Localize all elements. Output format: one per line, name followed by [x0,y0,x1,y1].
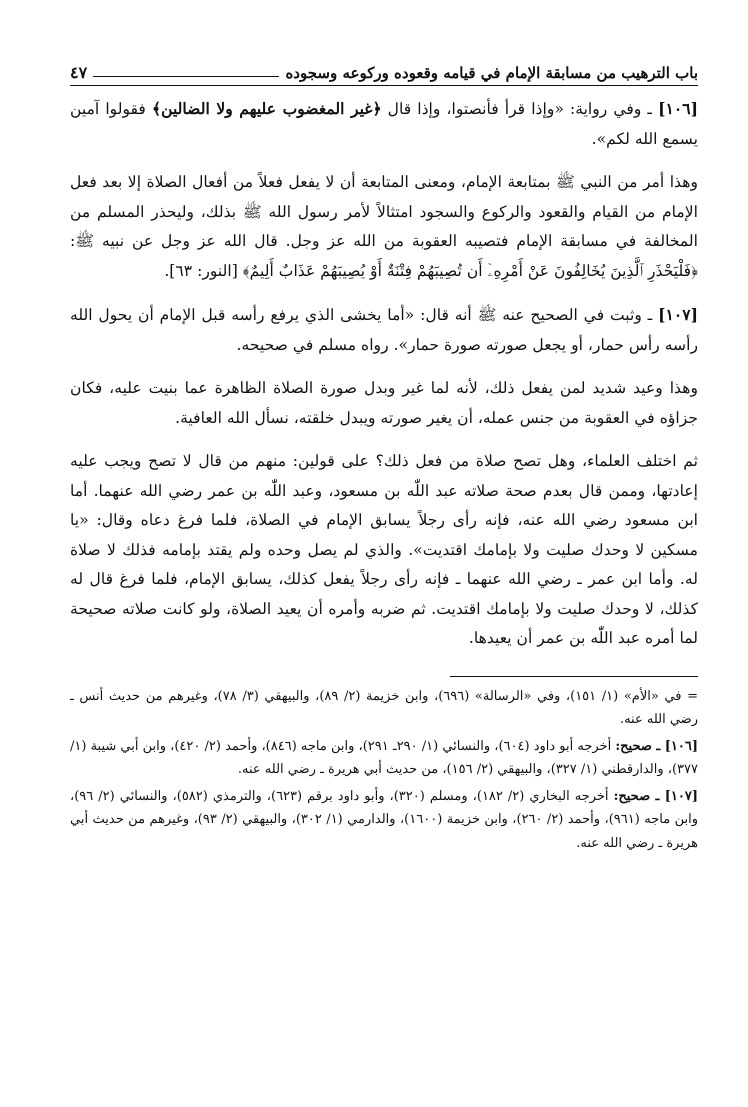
header-rule [93,76,279,77]
running-header [70,56,698,82]
spacer [70,154,698,168]
hadith-number: [١٠٦] [658,99,698,118]
page-number: ٤٧ [70,63,88,82]
hadith-text: ـ وثبت في الصحيح عنه ﷺ أنه قال: «أما يخشى الذي يرفع رأسه قبل الإمام أن يحول الله رأسه رأس حمار، أو يجعل صورته صورة حمار». رواه مسلم في صحيحه. [70,306,698,354]
commentary-paragraph-2: وهذا وعيد شديد لمن يفعل ذلك، لأنه لما غير وبدل صورة الصلاة الظاهرة عما بنيت عليه، فكان جزاؤه في العقوبة من جنس عمله، أن يغير صورته ويبدل خلقته، نسأل الله العافية. [70,379,698,427]
commentary-paragraph-1: وهذا أمر من النبي ﷺ بمتابعة الإمام، ومعنى المتابعة أن لا يفعل فعلاً من أفعال الصلاة إلا بعد فعل الإمام من القيام والقعود والركوع والسجود امتثالاً لأمر رسول الله ﷺ بذلك، وليحذر المسلم من المخالفة في مسابقة الإمام فتصيبه العقوبة من الله عز وجل. قال الله عز وجل عن نبيه ﷺ: ﴿فَلْيَحْذَرِ ٱلَّذِينَ يُخَالِفُونَ عَنْ أَمْرِهِۦٓ أَن تُصِيبَهُمْ فِتْنَةٌ أَوْ يُصِيبَهُمْ عَذَابٌ أَلِيمٌ﴾ [النور: ٦٣]. [70,173,698,280]
header-title: باب الترهيب من مسابقة الإمام في قيامه وقعوده وركوعه وسجوده [285,64,698,82]
book-page [70,56,698,858]
footnote-text: أخرجه أبو داود (٦٠٤)، والنسائي (١/ ٢٩٠ـ ٢٩١)، وابن ماجه (٨٤٦)، وأحمد (٢/ ٤٢٠)، وابن أبي شيبة (١/ ٣٧٧)، والدارقطني (١/ ٣٢٧)، والبيهقي (٢/ ١٥٦)، من حديث أبي هريرة ـ رضي الله عنه. [70,738,698,777]
footnote-106 [70,735,698,782]
header-underline [70,85,698,86]
footnote-head: [١٠٧] ـ صحيح: [613,788,699,804]
hadith-107 [70,300,698,360]
footnote-head: [١٠٦] ـ صحيح: [615,738,698,754]
footnote-separator [450,676,698,677]
hadith-number: [١٠٧] [658,305,698,324]
spacer [70,433,698,447]
spacer [70,286,698,300]
hadith-106 [70,94,698,154]
commentary-paragraph-3: ثم اختلف العلماء، وهل تصح صلاة من فعل ذلك؟ على قولين: منهم من قال لا تصح ويجب عليه إعادتها، وممن قال بعدم صحة صلاته عبد اللّٰه بن مسعود، وعبد اللّٰه بن عمر رضي الله عنهما. أما ابن مسعود رضي الله عنه، فإنه رأى رجلاً يسابق الإمام في الصلاة، فلما فرغ دعاه وقال: «يا مسكين لا وحدك صليت ولا بإمامك اقتديت». والذي لم يصل وحده ولم يقتد بإمامه فذلك لا صلاة له. وأما ابن عمر ـ رضي الله عنهما ـ فإنه رأى رجلاً يفعل كذلك، يسابق الإمام، فلما فرغ قال له كذلك، لا وحدك صليت ولا بإمامك اقتديت. ثم ضربه وأمره أن يعيد الصلاة، ولو كانت صلاته صحيحة لما أمره عبد اللّٰه بن عمر أن يعيدها. [70,452,698,647]
hadith-text-end: فقولوا آمين يسمع الله لكم». [70,100,698,148]
footnote-107 [70,785,698,856]
footnote-text: أخرجه البخاري (٢/ ١٨٢)، ومسلم (٣٢٠)، وأبو داود برقم (٦٢٣)، والترمذي (٥٨٢)، والنسائي (٢/ ٩٦)، وابن ماجه (٩٦١)، وأحمد (٢/ ٢٦٠)، وابن خزيمة (١٦٠٠)، والدارمي (١/ ٣٠٢)، والبيهقي (٢/ ٩٣)، وغيرهم من حديث أبي هريرة ـ رضي الله عنه. [70,788,698,851]
hadith-text: ـ وفي رواية: «وإذا قرأ فأنصتوا، وإذا قال [381,100,659,118]
footnote-continued: = في «الأم» (١/ ١٥١)، وفي «الرسالة» (٦٩٦)، وابن خزيمة (٢/ ٨٩)، والبيهقي (٣/ ٧٨)، وغيرهم من حديث أنس ـ رضي الله عنه. [70,688,698,727]
quran-quote: ﴿غير المغضوب عليهم ولا الضالين﴾ [151,99,382,118]
spacer [70,360,698,374]
